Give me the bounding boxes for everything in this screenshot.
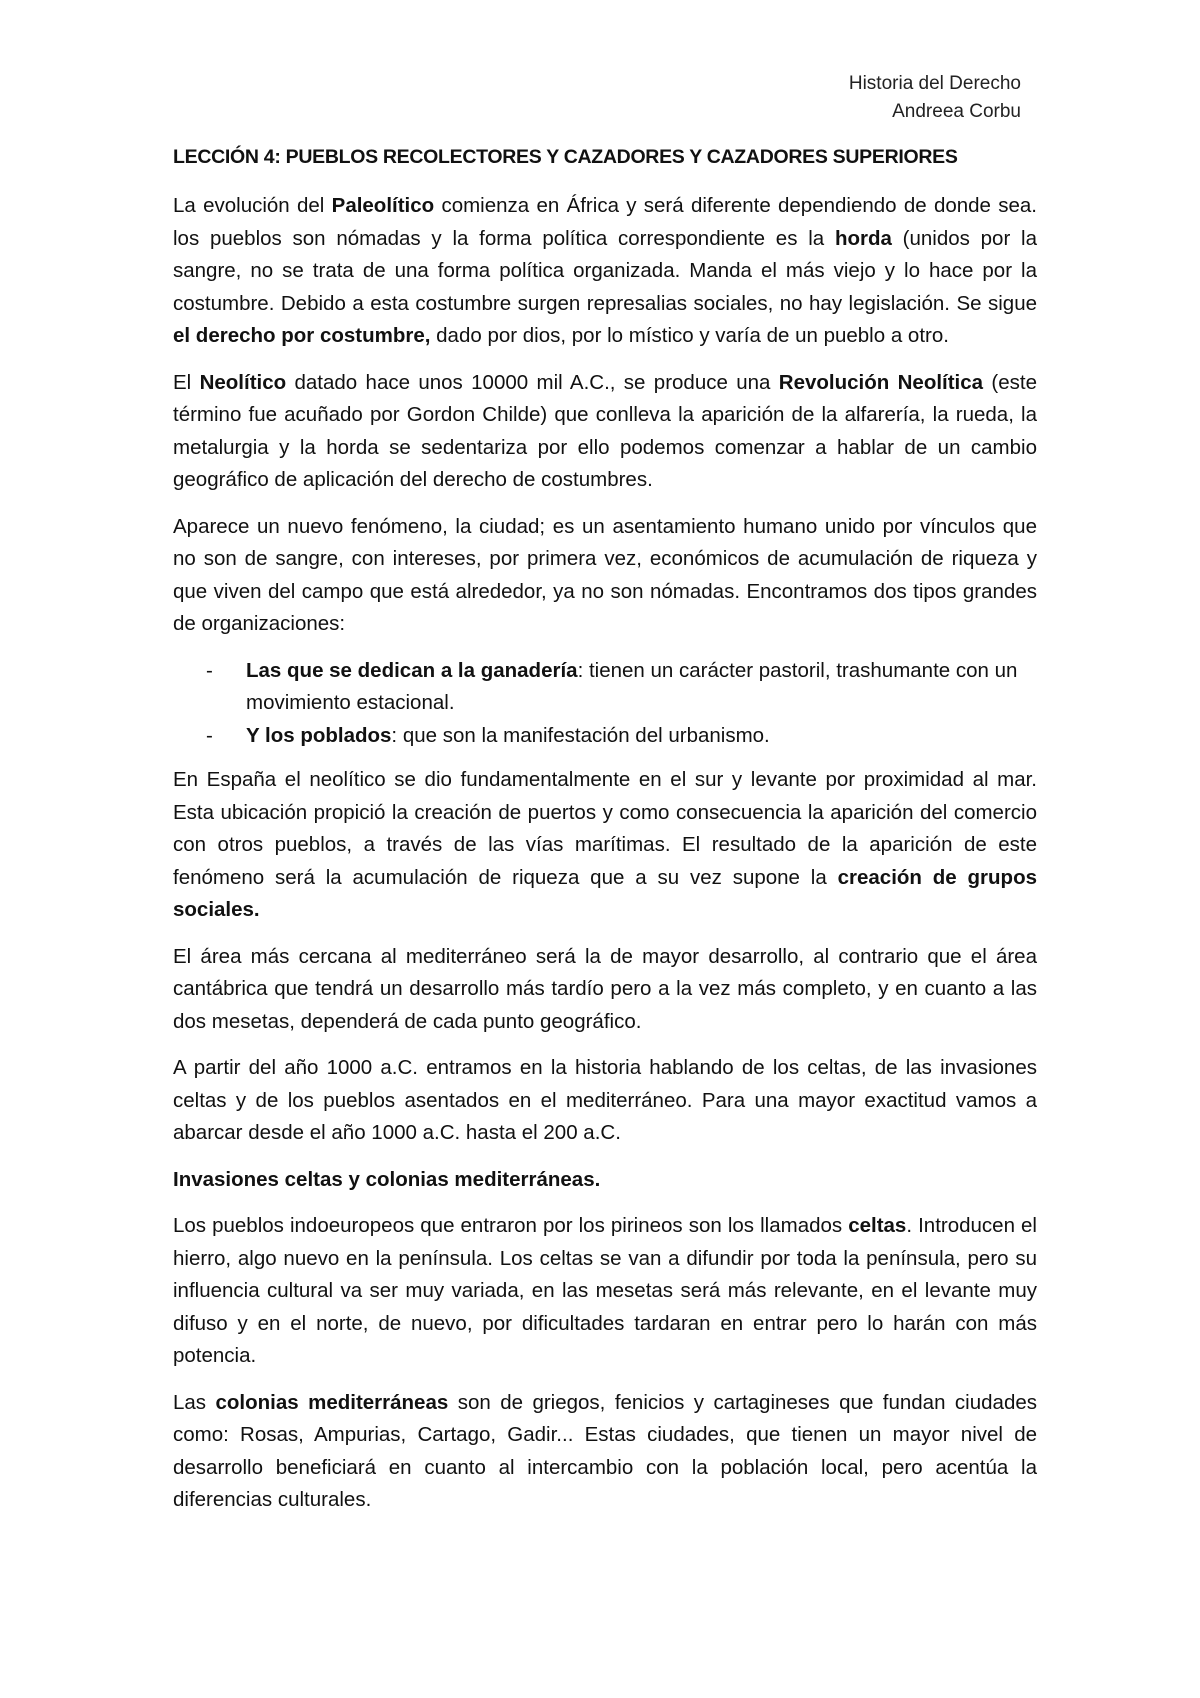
- paragraph-paleolithic: La evolución del Paleolítico comienza en África y será diferente dependiendo de donde sea. los pueblos son nómadas y la forma política correspondiente es la horda (unidos por la sangre, no se trata de una forma política organizada. Manda el más viejo y lo hace por la costumbre. Debido a esta costumbre surgen represalias sociales, no hay legislación. Se sigue el derecho por costumbre, dado por dios, por lo místico y varía de un pueblo a otro.: [173, 194, 1037, 347]
- header-author: Andreea Corbu: [892, 101, 1021, 122]
- lesson-title: LECCIÓN 4: PUEBLOS RECOLECTORES Y CAZADORES Y CAZADORES SUPERIORES: [173, 146, 958, 168]
- paragraph-city: Aparece un nuevo fenómeno, la ciudad; es un asentamiento humano unido por vínculos que no son de sangre, con intereses, por primera vez, económicos de acumulación de riqueza y que viven del campo que está alrededor, ya no son nómadas. Encontramos dos tipos grandes de organizaciones:: [173, 514, 1037, 635]
- paragraph-spain: En España el neolítico se dio fundamentalmente en el sur y levante por proximidad al mar. Esta ubicación propició la creación de puertos y como consecuencia la aparición del comercio con otros pueblos, a través de las vías marítimas. El resultado de la aparición de este fenómeno será la acumulación de riqueza que a su vez supone la creación de grupos sociales.: [173, 768, 1038, 921]
- paragraph-neolithic: El Neolítico datado hace unos 10000 mil A.C., se produce una Revolución Neolítica (este término fue acuñado por Gordon Childe) que conlleva la aparición de la alfarería, la rueda, la metalurgia y la horda se sedentariza por ello podemos comenzar a hablar de un cambio geográfico de aplicación del derecho de costumbres.: [173, 370, 1037, 491]
- paragraph-history: A partir del año 1000 a.C. entramos en la historia hablando de los celtas, de las invasiones celtas y de los pueblos asentados en el mediterráneo. Para una mayor exactitud vamos a abarcar desde el año 1000 a.C. hasta el 200 a.C.: [173, 1056, 1037, 1144]
- paragraph-mediterranean-area: El área más cercana al mediterráneo será la de mayor desarrollo, al contrario que el área cantábrica que tendrá un desarrollo más tardío pero a la vez más completo, y en cuanto a las dos mesetas, dependerá de cada punto geográfico.: [173, 944, 1037, 1033]
- organizations-list: [173, 655, 1037, 753]
- list-item: - Y los poblados: que son la manifestación del urbanismo.: [206, 723, 770, 747]
- header-course: Historia del Derecho: [848, 73, 1021, 94]
- list-item: - Las que se dedican a la ganadería: tienen un carácter pastoril, trashumante con un movimiento estacional.: [206, 658, 1018, 714]
- paragraph-celts: Los pueblos indoeuropeos que entraron por los pirineos son los llamados celtas. Introducen el hierro, algo nuevo en la península. Los celtas se van a difundir por toda la península, pero su influencia cultural va ser muy variada, en las mesetas será más relevante, en el levante muy difuso y en el norte, de nuevo, por dificultades tardaran en entrar pero lo harán con más potencia.: [173, 1214, 1037, 1367]
- page-header: [173, 70, 1021, 126]
- section-subheading: Invasiones celtas y colonias mediterráneas.: [173, 1167, 601, 1191]
- document-body: [173, 190, 1037, 1531]
- paragraph-colonies: Las colonias mediterráneas son de griegos, fenicios y cartagineses que fundan ciudades como: Rosas, Ampurias, Cartago, Gadir... Estas ciudades, que tienen un mayor nivel de desarrollo beneficiará en cuanto al intercambio con la población local, pero acentúa la diferencias culturales.: [173, 1390, 1037, 1511]
